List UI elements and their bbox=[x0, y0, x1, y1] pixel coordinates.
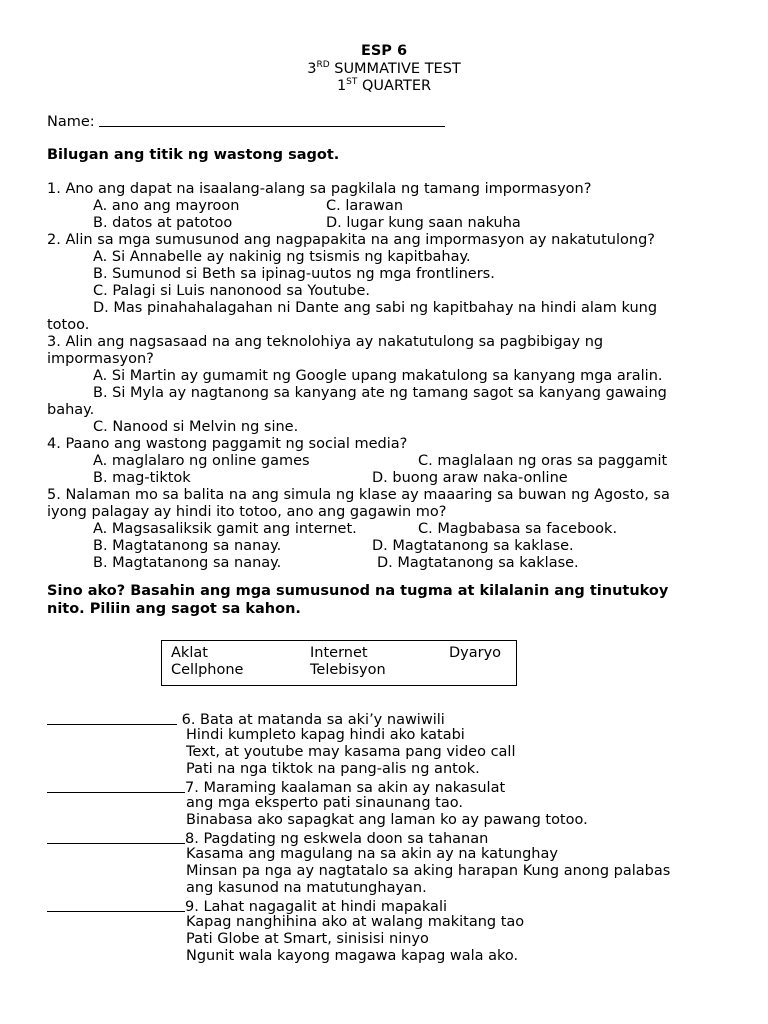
q8-line4: ang kasunod na matutunghayan. bbox=[186, 880, 427, 896]
choice-cellphone: Cellphone bbox=[171, 662, 244, 678]
name-label: Name: bbox=[47, 114, 95, 130]
q8-line3: Minsan pa nga ay nagtatalo sa aking harapan Kung anong palabas bbox=[186, 863, 671, 879]
q8-answer-blank[interactable] bbox=[47, 829, 185, 844]
q5-choice-d: D. Magtatanong sa kaklase. bbox=[372, 538, 574, 554]
q5-text: 5. Nalaman mo sa balita na ang simula ng klase ay maaaring sa buwan ng Agosto, sa bbox=[47, 487, 670, 503]
test-ordinal-sup: RD bbox=[316, 60, 330, 70]
name-row bbox=[47, 112, 445, 131]
q5-text-cont: iyong palagay ay hindi ito totoo, ano ang gagawin mo? bbox=[47, 504, 447, 520]
q4-choice-b: B. mag-tiktok bbox=[93, 470, 191, 486]
test-ordinal: 3 bbox=[307, 61, 317, 77]
q4-choice-d: D. buong araw naka-online bbox=[372, 470, 568, 486]
test-title bbox=[0, 61, 768, 78]
q1-choice-a: A. ano ang mayroon bbox=[93, 198, 240, 214]
q5-choice-c: C. Magbabasa sa facebook. bbox=[418, 521, 618, 537]
q8-line1: 8. Pagdating ng eskwela doon sa tahanan bbox=[185, 831, 489, 847]
q2-choice-c: C. Palagi si Luis nanonood sa Youtube. bbox=[93, 283, 371, 299]
q5-choice-b: B. Magtatanong sa nanay. bbox=[93, 538, 282, 554]
q4-choice-a: A. maglalaro ng online games bbox=[93, 453, 310, 469]
q3-choice-b-cont: bahay. bbox=[47, 402, 95, 418]
q1-choice-c: C. larawan bbox=[326, 198, 404, 214]
q6-line4: Pati na nga tiktok na pang-alis ng antok. bbox=[186, 761, 480, 777]
q6-answer-blank[interactable] bbox=[47, 710, 177, 725]
q7-line1: 7. Maraming kaalaman sa akin ay nakasulat bbox=[185, 780, 506, 796]
q9-line1: 9. Lahat nagagalit at hindi mapakali bbox=[185, 899, 447, 915]
choice-aklat: Aklat bbox=[171, 645, 208, 661]
choice-internet: Internet bbox=[310, 645, 368, 661]
q9-line2: Kapag nanghihina ako at walang makitang tao bbox=[186, 914, 525, 930]
q2-choice-a: A. Si Annabelle ay nakinig ng tsismis ng kapitbahay. bbox=[93, 249, 471, 265]
choice-dyaryo: Dyaryo bbox=[449, 645, 502, 661]
quarter-label: QUARTER bbox=[362, 78, 432, 94]
test-title-text: SUMMATIVE TEST bbox=[334, 61, 461, 77]
quarter-title bbox=[0, 78, 768, 95]
name-blank[interactable] bbox=[99, 112, 445, 127]
q2-choice-d: D. Mas pinahahalagahan ni Dante ang sabi ng kapitbahay na hindi alam kung bbox=[93, 300, 658, 316]
q2-choice-b: B. Sumunod si Beth sa ipinag-uutos ng mga frontliners. bbox=[93, 266, 495, 282]
choices-box bbox=[161, 640, 517, 686]
section1-instruction: Bilugan ang titik ng wastong sagot. bbox=[47, 147, 340, 163]
q9-line3: Pati Globe at Smart, sinisisi ninyo bbox=[186, 931, 429, 947]
q3-choice-a: A. Si Martin ay gumamit ng Google upang makatulong sa kanyang mga aralin. bbox=[93, 368, 663, 384]
q7-line3: Binabasa ako sapagkat ang laman ko ay pawang totoo. bbox=[186, 812, 588, 828]
q3-choice-b: B. Si Myla ay nagtanong sa kanyang ate ng tamang sagot sa kanyang gawaing bbox=[93, 385, 667, 401]
q3-text: 3. Alin ang nagsasaad na ang teknolohiya ay nakatutulong sa pagbibigay ng bbox=[47, 334, 604, 350]
q1-choice-d: D. lugar kung saan nakuha bbox=[326, 215, 521, 231]
q9-answer-blank[interactable] bbox=[47, 897, 185, 912]
q8-line2: Kasama ang magulang na sa akin ay na katunghay bbox=[186, 846, 558, 862]
q3-choice-c: C. Nanood si Melvin ng sine. bbox=[93, 419, 299, 435]
choice-telebisyon: Telebisyon bbox=[310, 662, 386, 678]
q1-text: 1. Ano ang dapat na isaalang-alang sa pagkilala ng tamang impormasyon? bbox=[47, 181, 592, 197]
q1-choice-b: B. datos at patotoo bbox=[93, 215, 233, 231]
q6-line3: Text, at youtube may kasama pang video call bbox=[186, 744, 516, 760]
subject-title: ESP 6 bbox=[360, 43, 408, 59]
q5-choice-a: A. Magsasaliksik gamit ang internet. bbox=[93, 521, 357, 537]
q6-line1: 6. Bata at matanda sa aki’y nawiwili bbox=[181, 712, 445, 728]
q4-text: 4. Paano ang wastong paggamit ng social media? bbox=[47, 436, 408, 452]
q2-text: 2. Alin sa mga sumusunod ang nagpapakita na ang impormasyon ay nakatutulong? bbox=[47, 232, 655, 248]
q4-choice-c: C. maglalaan ng oras sa paggamit bbox=[418, 453, 668, 469]
q6-line2: Hindi kumpleto kapag hindi ako katabi bbox=[186, 727, 465, 743]
quarter-ordinal: 1 bbox=[336, 78, 347, 94]
quarter-ordinal-sup: ST bbox=[346, 77, 358, 87]
section2-instruction-cont: nito. Piliin ang sagot sa kahon. bbox=[47, 601, 301, 617]
q3-text-cont: impormasyon? bbox=[47, 351, 154, 367]
q2-choice-d-cont: totoo. bbox=[47, 317, 90, 333]
section2-instruction: Sino ako? Basahin ang mga sumusunod na tugma at kilalanin ang tinutukoy bbox=[47, 583, 669, 599]
q7-line2: ang mga eksperto pati sinaunang tao. bbox=[186, 795, 463, 811]
q7-answer-blank[interactable] bbox=[47, 778, 185, 793]
q5-choice-d-repeat: D. Magtatanong sa kaklase. bbox=[377, 555, 579, 571]
q9-line4: Ngunit wala kayong magawa kapag wala ako. bbox=[186, 948, 519, 964]
q5-choice-b-repeat: B. Magtatanong sa nanay. bbox=[93, 555, 282, 571]
